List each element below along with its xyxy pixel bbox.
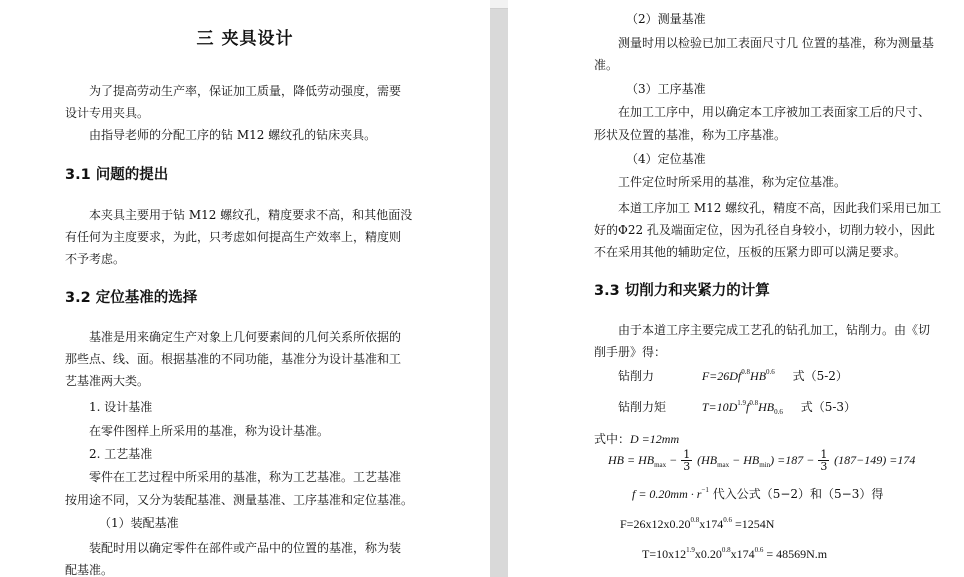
section-heading-3-3: 3.3 切削力和夹紧力的计算 (594, 283, 770, 299)
list-item-heading: （4）定位基准 (626, 152, 706, 166)
paragraph-line: 为了提高劳动生产率，保证加工质量，降低劳动强度，需要 (89, 84, 402, 98)
list-item-heading: （1）装配基准 (99, 516, 179, 530)
equation-tag: 式（5-3） (800, 400, 857, 414)
paragraph-line: 工件定位时所采用的基准，称为定位基准。 (618, 175, 847, 189)
calc-force: $F=26x12x0.20^{0.8}x174^{0.6} =1254N$ (620, 516, 775, 531)
paragraph-line: 不予考虑。 (65, 252, 126, 266)
paragraph-line: 装配时用以确定零件在部件或产品中的位置的基准，称为装 (89, 541, 402, 555)
formula-drilling-torque: 钻削力矩 $T=10D^{1.9}f^{0.8}HB_{0.6}$ 式（5-3） (618, 399, 857, 416)
paragraph-line: 有任何为主度要求，为此，只考虑如何提高生产效率上，精度则 (65, 230, 402, 244)
paragraph-line: 由于本道工序主要完成工艺孔的钻孔加工，钻削力。由《切 (618, 323, 931, 337)
paragraph-line: 削手册》得： (594, 345, 667, 359)
list-item-heading: 1. 设计基准 (89, 400, 153, 414)
formula-label: 钻削力 (618, 369, 655, 383)
section-heading-3-1: 3.1 问题的提出 (65, 167, 169, 183)
paragraph-line: 零件在工艺过程中所采用的基准，称为工艺基准。工艺基准 (89, 470, 402, 484)
paragraph-line: 好的Φ22 孔及端面定位，因为孔径自身较小，切削力较小，因此 (594, 223, 935, 237)
list-item-heading: 2. 工艺基准 (89, 447, 153, 461)
document-page-right (508, 0, 964, 577)
paragraph-line: 按用途不同，又分为装配基准、测量基准、工序基准和定位基准。 (65, 493, 414, 507)
paragraph-line: 本道工序加工 M12 螺纹孔，精度不高，因此我们采用已加工 (618, 201, 942, 215)
paragraph-line: 准。 (594, 58, 619, 72)
paragraph-line: 形状及位置的基准，称为工序基准。 (594, 128, 787, 142)
paragraph-line: 不在采用其他的辅助定位，压板的压紧力即可以满足要求。 (594, 245, 907, 259)
paragraph-line: 测量时用以检验已加工表面尺寸几 位置的基准，称为测量基 (618, 36, 934, 50)
paragraph-line: 艺基准两大类。 (65, 374, 150, 388)
chapter-title: 三 夹具设计 (196, 29, 294, 49)
formula-drilling-force: 钻削力 $F=26Df^{0.8}HB^{0.6}$ 式（5-2） (618, 368, 848, 383)
paragraph-line: 基准是用来确定生产对象上几何要素间的几何关系所依据的 (89, 330, 402, 344)
paragraph-line: 在零件图样上所采用的基准，称为设计基准。 (89, 424, 330, 438)
paragraph-line: 那些点、线、面。根据基准的不同功能，基准分为设计基准和工 (65, 352, 402, 366)
paragraph-line: 配基准。 (65, 563, 114, 577)
paragraph-line: 由指导老师的分配工序的钻 M12 螺纹孔的钻床夹具。 (89, 128, 377, 142)
formula-label: 钻削力矩 (618, 400, 667, 414)
calc-torque: $T=10x12^{1.9}x0.20^{0.8}x174^{0.6} = 48569N.m$ (642, 546, 828, 561)
where-clause: 式中：D =12mm (594, 432, 680, 446)
paragraph-line: 设计专用夹具。 (65, 106, 150, 120)
list-item-heading: （2）测量基准 (626, 12, 706, 26)
paragraph-line: 本夹具主要用于钻 M12 螺纹孔，精度要求不高，和其他面没 (89, 208, 413, 222)
formula-hb: HB = $HB_{max}$ − $\frac{1}{3}$ $(HB_{max} - HB_{min}) =187$ − $\frac{1}{3}$ (187−149) =174 (608, 448, 916, 473)
list-item-heading: （3）工序基准 (626, 82, 706, 96)
formula-feed: $f = 0.20mm \cdot r^{-1}$ 代入公式（5−2）和（5−3）得 (632, 486, 884, 501)
section-heading-3-2: 3.2 定位基准的选择 (65, 290, 198, 306)
equation-tag: 式（5-2） (792, 369, 848, 383)
paragraph-line: 在加工工序中，用以确定本工序被加工表面家工后的尺寸、 (618, 105, 931, 119)
